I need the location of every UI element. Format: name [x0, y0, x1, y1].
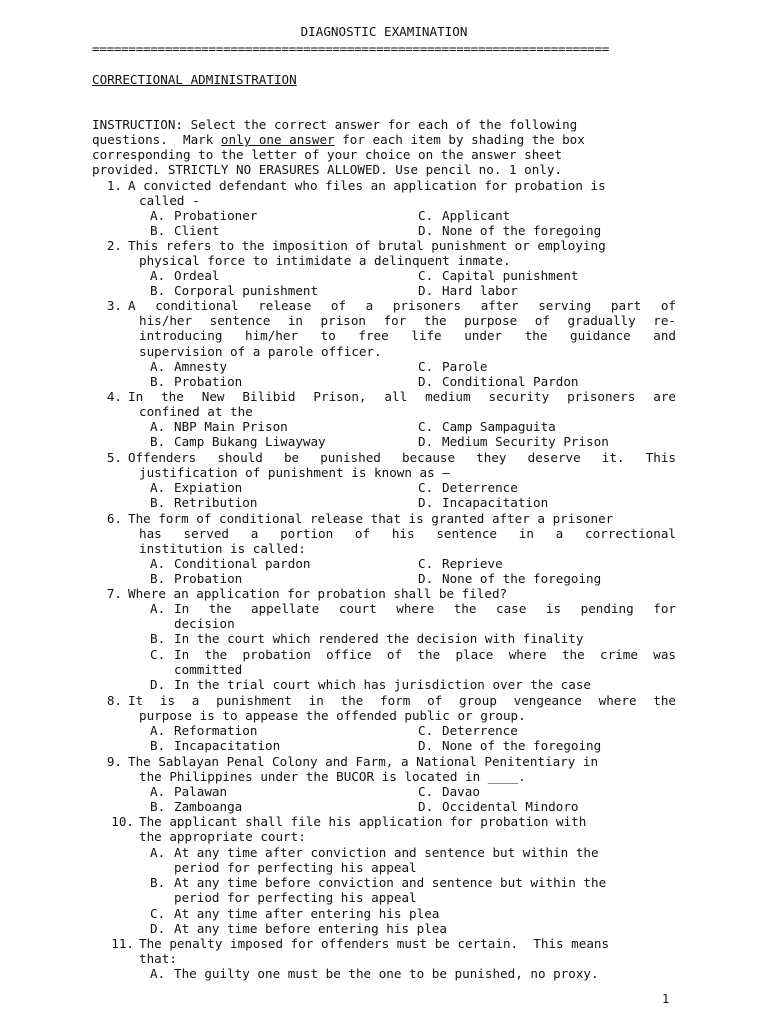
option-letter: C.: [418, 359, 434, 374]
option-letter: D.: [150, 677, 166, 692]
exam-title: DIAGNOSTIC EXAMINATION: [300, 24, 468, 39]
question-text: A convicted defendant who files an application for probation is: [128, 178, 606, 193]
option-letter: A.: [150, 419, 166, 434]
option-text: Ordeal: [174, 268, 220, 283]
question-text: his/her sentence in prison for the purpose of gradually re-: [139, 313, 676, 328]
instruction-text: questions. Mark: [92, 132, 221, 147]
question-text: A conditional release of a prisoners after serving part of: [128, 298, 676, 313]
question-text: It is a punishment in the form of group vengeance where the: [128, 693, 676, 708]
option-text: Occidental Mindoro: [442, 799, 579, 814]
question-number: 1.: [106, 178, 122, 193]
option-text: Capital punishment: [442, 268, 579, 283]
option-text: Hard labor: [442, 283, 518, 298]
option-letter: D.: [418, 223, 434, 238]
instruction-line: [92, 132, 676, 147]
option-letter: B.: [150, 374, 166, 389]
option-text: Conditional pardon: [174, 556, 311, 571]
option-text: committed: [174, 662, 243, 677]
option-text: period for perfecting his appeal: [174, 890, 417, 905]
option-text: The guilty one must be the one to be punished, no proxy.: [174, 966, 599, 981]
option-text: Deterrence: [442, 723, 518, 738]
option-letter: C.: [418, 208, 434, 223]
option-text: Client: [174, 223, 220, 238]
option-text: Deterrence: [442, 480, 518, 495]
question-text: the appropriate court:: [139, 829, 306, 844]
option-letter: C.: [418, 419, 434, 434]
option-letter: A.: [150, 784, 166, 799]
option-text: Retribution: [174, 495, 258, 510]
option-text: Corporal punishment: [174, 283, 319, 298]
option-text: In the probation office of the place where the crime was: [174, 647, 676, 662]
instruction-line: corresponding to the letter of your choice on the answer sheet: [92, 147, 563, 162]
question-text: introducing him/her to free life under the guidance and: [139, 328, 676, 343]
option-text: period for perfecting his appeal: [174, 860, 417, 875]
option-text: Incapacitation: [174, 738, 281, 753]
option-letter: D.: [418, 799, 434, 814]
option-text: None of the foregoing: [442, 223, 602, 238]
option-letter: C.: [418, 556, 434, 571]
option-letter: C.: [418, 723, 434, 738]
option-letter: A.: [150, 268, 166, 283]
option-text: At any time after conviction and sentence but within the: [174, 845, 599, 860]
question-text: The form of conditional release that is granted after a prisoner: [128, 511, 614, 526]
question-text: has served a portion of his sentence in a correctional: [139, 526, 676, 541]
question-number: 9.: [106, 754, 122, 769]
subject-heading: CORRECTIONAL ADMINISTRATION: [92, 72, 297, 87]
instruction-line: provided. STRICTLY NO ERASURES ALLOWED. Use pencil no. 1 only.: [92, 162, 563, 177]
question-text: This refers to the imposition of brutal punishment or employing: [128, 238, 606, 253]
option-letter: B.: [150, 495, 166, 510]
question-number: 11.: [111, 936, 134, 951]
option-letter: D.: [418, 571, 434, 586]
question-text: supervision of a parole officer.: [139, 344, 382, 359]
option-text: Probationer: [174, 208, 258, 223]
option-letter: A.: [150, 601, 166, 616]
question-text: The Sablayan Penal Colony and Farm, a National Penitentiary in: [128, 754, 599, 769]
question-text: Where an application for probation shall be filed?: [128, 586, 508, 601]
option-text: Conditional Pardon: [442, 374, 579, 389]
option-letter: D.: [418, 434, 434, 449]
instruction-text: for each item by shading the box: [334, 132, 585, 147]
question-number: 7.: [106, 586, 122, 601]
option-text: Probation: [174, 571, 243, 586]
question-number: 10.: [111, 814, 134, 829]
question-text: justification of punishment is known as –: [139, 465, 450, 480]
option-letter: A.: [150, 845, 166, 860]
option-text: Amnesty: [174, 359, 228, 374]
option-letter: C.: [418, 268, 434, 283]
question-text: physical force to intimidate a delinquent inmate.: [139, 253, 511, 268]
question-number: 6.: [106, 511, 122, 526]
option-text: Applicant: [442, 208, 511, 223]
question-number: 5.: [106, 450, 122, 465]
option-letter: D.: [418, 283, 434, 298]
question-number: 2.: [106, 238, 122, 253]
question-number: 8.: [106, 693, 122, 708]
question-text: confined at the: [139, 404, 253, 419]
option-letter: D.: [418, 374, 434, 389]
instruction-line: INSTRUCTION: Select the correct answer for each of the following: [92, 117, 578, 132]
option-text: In the court which rendered the decision with finality: [174, 631, 584, 646]
option-text: In the trial court which has jurisdiction over the case: [174, 677, 592, 692]
option-letter: A.: [150, 359, 166, 374]
option-text: At any time before entering his plea: [174, 921, 447, 936]
question-text: Offenders should be punished because they deserve it. This: [128, 450, 676, 465]
option-text: None of the foregoing: [442, 571, 602, 586]
option-text: Davao: [442, 784, 480, 799]
option-letter: A.: [150, 966, 166, 981]
option-text: Medium Security Prison: [442, 434, 609, 449]
option-text: At any time after entering his plea: [174, 906, 440, 921]
option-letter: B.: [150, 434, 166, 449]
option-text: At any time before conviction and sentence but within the: [174, 875, 607, 890]
option-text: Expiation: [174, 480, 243, 495]
option-letter: C.: [418, 480, 434, 495]
question-text: The applicant shall file his application for probation with: [139, 814, 587, 829]
option-text: Zamboanga: [174, 799, 243, 814]
option-letter: B.: [150, 223, 166, 238]
option-text: In the appellate court where the case is pending for: [174, 601, 676, 616]
instruction-emphasis: only one answer: [220, 132, 335, 147]
option-text: Probation: [174, 374, 243, 389]
option-letter: B.: [150, 738, 166, 753]
question-text: called -: [139, 193, 200, 208]
option-text: decision: [174, 616, 235, 631]
question-text: institution is called:: [139, 541, 306, 556]
option-text: Reformation: [174, 723, 258, 738]
page-number: 1: [662, 992, 670, 1006]
option-text: Incapacitation: [442, 495, 549, 510]
option-text: NBP Main Prison: [174, 419, 288, 434]
option-letter: B.: [150, 571, 166, 586]
question-text: that:: [139, 951, 177, 966]
title-rule: =======================================================================: [92, 41, 610, 56]
option-text: Reprieve: [442, 556, 503, 571]
option-text: None of the foregoing: [442, 738, 602, 753]
option-text: Palawan: [174, 784, 228, 799]
option-letter: B.: [150, 799, 166, 814]
option-letter: B.: [150, 631, 166, 646]
question-text: purpose is to appease the offended public or group.: [139, 708, 526, 723]
option-letter: C.: [150, 647, 166, 662]
option-letter: B.: [150, 283, 166, 298]
option-letter: A.: [150, 208, 166, 223]
question-text: the Philippines under the BUCOR is located in ____.: [139, 769, 526, 784]
option-letter: D.: [150, 921, 166, 936]
option-letter: C.: [418, 784, 434, 799]
option-text: Camp Bukang Liwayway: [174, 434, 326, 449]
option-letter: D.: [418, 495, 434, 510]
question-text: In the New Bilibid Prison, all medium security prisoners are: [128, 389, 676, 404]
option-text: Parole: [442, 359, 488, 374]
option-letter: D.: [418, 738, 434, 753]
question-text: The penalty imposed for offenders must be certain. This means: [139, 936, 610, 951]
option-text: Camp Sampaguita: [442, 419, 556, 434]
option-letter: A.: [150, 723, 166, 738]
option-letter: A.: [150, 480, 166, 495]
option-letter: B.: [150, 875, 166, 890]
option-letter: C.: [150, 906, 166, 921]
question-number: 3.: [106, 298, 122, 313]
option-letter: A.: [150, 556, 166, 571]
question-number: 4.: [106, 389, 122, 404]
